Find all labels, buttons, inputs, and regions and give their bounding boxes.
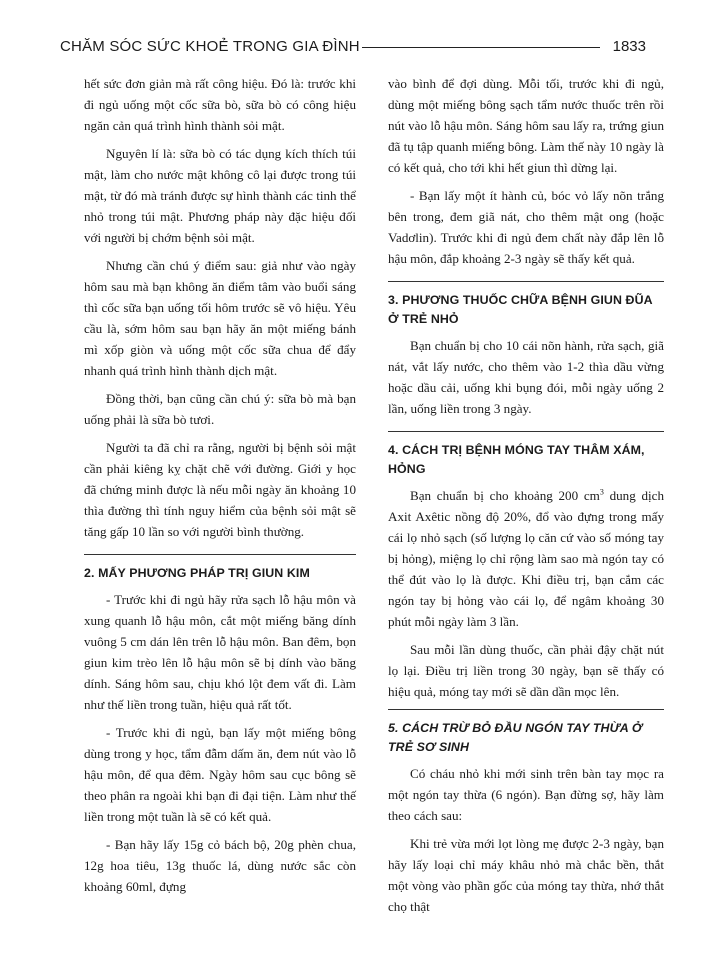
paragraph: Đồng thời, bạn cũng cần chú ý: sữa bò mà bạn uống phải là sữa bò tươi.	[84, 391, 356, 427]
paragraph: vào bình để đợi dùng. Mỗi tối, trước khi đi ngủ, dùng một miếng bông sạch tẩm nước thuốc trên rồi nút vào lỗ hậu môn. Sáng hôm sau lấy ra, trứng giun đã tụ tập quanh miếng bông. Làm thế này 10 ngày là có kết quả, cho tới khi hết giun thì dừng lại.	[388, 76, 664, 175]
paragraph: - Bạn hãy lấy 15g cỏ bách bộ, 20g phèn chua, 12g hoa tiêu, 13g thuốc lá, dùng nước sắc còn khoảng 60ml, đựng	[84, 837, 356, 894]
superscript: 3	[599, 487, 604, 497]
paragraph: Bạn chuẩn bị cho 10 cái nõn hành, rửa sạch, giã nát, vắt lấy nước, cho thêm vào 1-2 thìa dầu vừng hoặc dầu cải, uống khi bụng đói, mỗi ngày uống 2 lần, uống liền trong 3 ngày.	[388, 338, 664, 416]
page-header	[60, 36, 646, 64]
header-rule	[362, 47, 600, 48]
section-heading-3: 3. PHƯƠNG THUỐC CHỮA BỆNH GIUN ĐŨA Ở TRẺ NHỎ	[388, 281, 664, 329]
paragraph: Người ta đã chỉ ra rằng, người bị bệnh sỏi mật cần phải kiêng kỵ chặt chẽ với đường. Giới y học đã chứng minh được là nếu mỗi ngày ăn khoảng 10 thìa đường thì tính nguy hiểm của bệnh sỏi mật sẽ tăng gấp 10 lần so với người bình thường.	[84, 440, 356, 539]
running-title: CHĂM SÓC SỨC KHOẺ TRONG GIA ĐÌNH	[60, 38, 360, 55]
left-column	[84, 73, 356, 904]
section-heading-4: 4. CÁCH TRỊ BỆNH MÓNG TAY THÂM XÁM, HỎNG	[388, 431, 664, 479]
paragraph	[388, 485, 664, 632]
right-column	[388, 73, 664, 924]
paragraph: - Trước khi đi ngủ, bạn lấy một miếng bông dùng trong y học, tẩm đẫm dấm ăn, đem nút vào lỗ hậu môn, để qua đêm. Ngày hôm sau cục bông sẽ theo phân ra ngoài khi bạn đi đại tiện. Làm như thế liền trong một tuần là sẽ có kết quả.	[84, 725, 356, 824]
paragraph: hết sức đơn giản mà rất công hiệu. Đó là: trước khi đi ngủ uống một cốc sữa bò, sữa bò có công hiệu ngăn cản quá trình hình thành sỏi mật.	[84, 76, 356, 133]
page-number: 1833	[612, 38, 646, 55]
section-heading-5: 5. CÁCH TRỪ BỎ ĐẦU NGÓN TAY THỪA Ở TRẺ SƠ SINH	[388, 709, 664, 757]
paragraph-text: Bạn chuẩn bị cho khoảng 200 cm	[410, 488, 600, 503]
paragraph: Khi trẻ vừa mới lọt lòng mẹ được 2-3 ngày, bạn hãy lấy loại chỉ máy khâu nhỏ mà chắc bền, thắt một vòng vào phần gốc của móng tay thừa, nhớ thắt chọ thật	[388, 836, 664, 914]
paragraph: - Trước khi đi ngủ hãy rửa sạch lỗ hậu môn và xung quanh lỗ hậu môn, cắt một miếng băng dính vuông 5 cm dán lên trên lỗ hậu môn. Ban đêm, bọn giun kim trèo lên lỗ hậu môn sẽ bị dính vào băng dính. Sáng hôm sau, chịu khó lột đem vất đi. Làm như thế liền trong tuần, hiệu quả rất tốt.	[84, 592, 356, 712]
paragraph: - Bạn lấy một ít hành củ, bóc vỏ lấy nõn trắng bên trong, đem giã nát, cho thêm mật ong (hoặc Vadơlin). Trước khi đi ngủ đem chất này đắp lên lỗ hậu môn, đắp khoảng 2-3 ngày sẽ thấy kết quả.	[388, 188, 664, 266]
paragraph: Có cháu nhỏ khi mới sinh trên bàn tay mọc ra một ngón tay thừa (6 ngón). Bạn đừng sợ, hãy làm theo cách sau:	[388, 766, 664, 823]
paragraph-text: dung dịch Axit Axêtic nồng độ 20%, đổ vào đựng trong mấy cái lọ nhỏ sạch (số lượng lọ căn cứ vào số móng tay bị hỏng), miệng lọ chỉ rộng làm sao mà ngón tay có thể đút vào lọ là được. Khi điều trị, bạn cắm các ngón tay bị hỏng vào cái lọ, để ngâm khoảng 30 phút mỗi ngày làm 3 lần.	[388, 488, 664, 629]
paragraph: Nhưng cần chú ý điểm sau: giả như vào ngày hôm sau mà bạn không ăn điểm tâm vào buổi sáng thì cốc sữa bạn uống tối hôm trước sẽ vô hiệu. Yêu cầu là, sớm hôm sau bạn hãy ăn một miếng bánh mì xốp giòn và uống một cốc sữa chua để đẩy nhanh quá trình hình thành dịch mật.	[84, 258, 356, 378]
section-heading-2: 2. MẤY PHƯƠNG PHÁP TRỊ GIUN KIM	[84, 554, 356, 583]
paragraph: Nguyên lí là: sữa bò có tác dụng kích thích túi mật, làm cho nước mật không cô lại được trong túi mật, từ đó mà tránh được sự hình thành các tinh thể nhỏ trong túi mật. Phương pháp này đặc hiệu đối với người bị chớm bệnh sỏi mật.	[84, 146, 356, 245]
paragraph: Sau mỗi lần dùng thuốc, cần phải đậy chặt nút lọ lại. Điều trị liền trong 30 ngày, bạn sẽ thấy có hiệu quả, móng tay mới sẽ dần dần mọc lên.	[388, 642, 664, 699]
